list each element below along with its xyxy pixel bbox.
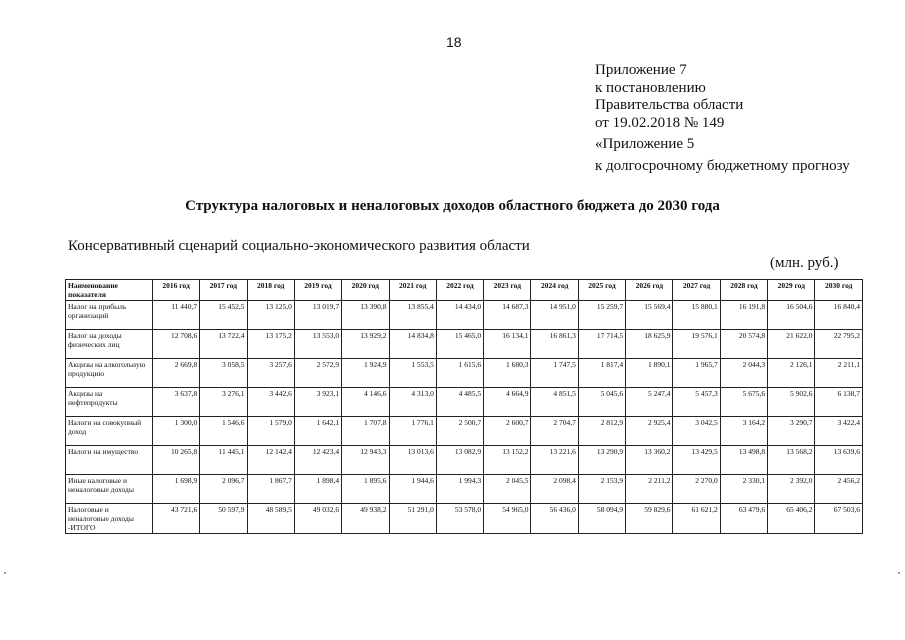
value-cell: 1 300,0 [152, 417, 199, 446]
row-label: Акцизы на нефтепродукты [66, 388, 153, 417]
value-cell: 1 642,1 [294, 417, 341, 446]
value-cell: 14 834,8 [389, 330, 436, 359]
column-header-year: 2018 год [247, 280, 294, 301]
value-cell: 4 485,5 [436, 388, 483, 417]
column-header-name: Наименование показателя [66, 280, 153, 301]
value-cell: 65 406,2 [768, 504, 815, 534]
value-cell: 17 714,5 [578, 330, 625, 359]
value-cell: 49 032,6 [294, 504, 341, 534]
value-cell: 4 146,6 [342, 388, 389, 417]
value-cell: 16 134,1 [484, 330, 531, 359]
value-cell: 3 058,5 [200, 359, 247, 388]
value-cell: 1 965,7 [673, 359, 720, 388]
value-cell: 3 637,8 [152, 388, 199, 417]
value-cell: 43 721,6 [152, 504, 199, 534]
value-cell: 14 434,0 [436, 301, 483, 330]
value-cell: 3 257,6 [247, 359, 294, 388]
row-label: Налоги на совокупный доход [66, 417, 153, 446]
table-row [66, 417, 863, 446]
value-cell: 3 164,2 [720, 417, 767, 446]
value-cell: 13 722,4 [200, 330, 247, 359]
value-cell: 56 436,0 [531, 504, 578, 534]
value-cell: 15 880,1 [673, 301, 720, 330]
value-cell: 1 944,6 [389, 475, 436, 504]
value-cell: 5 045,6 [578, 388, 625, 417]
value-cell: 2 096,7 [200, 475, 247, 504]
value-cell: 16 191,8 [720, 301, 767, 330]
value-cell: 13 125,0 [247, 301, 294, 330]
appendix-line-4: от 19.02.2018 № 149 [595, 114, 725, 131]
value-cell: 63 479,6 [720, 504, 767, 534]
value-cell: 1 747,5 [531, 359, 578, 388]
column-header-year: 2023 год [484, 280, 531, 301]
value-cell: 1 867,7 [247, 475, 294, 504]
revenue-table [65, 279, 863, 534]
appendix-line-5: «Приложение 5 [595, 136, 695, 152]
value-cell: 15 452,5 [200, 301, 247, 330]
column-header-year: 2030 год [815, 280, 863, 301]
value-cell: 48 589,5 [247, 504, 294, 534]
value-cell: 59 829,6 [626, 504, 673, 534]
value-cell: 14 687,3 [484, 301, 531, 330]
value-cell: 2 669,8 [152, 359, 199, 388]
value-cell: 13 429,5 [673, 446, 720, 475]
scan-mark-right [898, 572, 900, 574]
row-label: Акцизы на алкогольную продукцию [66, 359, 153, 388]
value-cell: 51 291,0 [389, 504, 436, 534]
value-cell: 1 546,6 [200, 417, 247, 446]
table-row [66, 446, 863, 475]
value-cell: 5 902,6 [768, 388, 815, 417]
value-cell: 3 422,4 [815, 417, 863, 446]
row-label: Налоги на имущество [66, 446, 153, 475]
value-cell: 2 600,7 [484, 417, 531, 446]
value-cell: 6 138,7 [815, 388, 863, 417]
appendix-line-2: к постановлению [595, 79, 706, 96]
value-cell: 22 795,2 [815, 330, 863, 359]
value-cell: 13 855,4 [389, 301, 436, 330]
value-cell: 5 247,4 [626, 388, 673, 417]
appendix-line-3: Правительства области [595, 97, 744, 113]
scan-mark-left [4, 572, 6, 574]
value-cell: 2 500,7 [436, 417, 483, 446]
value-cell: 4 851,5 [531, 388, 578, 417]
value-cell: 1 924,9 [342, 359, 389, 388]
value-cell: 5 457,3 [673, 388, 720, 417]
value-cell: 2 211,2 [626, 475, 673, 504]
value-cell: 1 707,8 [342, 417, 389, 446]
column-header-year: 2025 год [578, 280, 625, 301]
value-cell: 15 569,4 [626, 301, 673, 330]
value-cell: 4 664,9 [484, 388, 531, 417]
table-row [66, 359, 863, 388]
column-header-year: 2024 год [531, 280, 578, 301]
value-cell: 13 553,0 [294, 330, 341, 359]
value-cell: 4 313,0 [389, 388, 436, 417]
value-cell: 13 175,2 [247, 330, 294, 359]
column-header-year: 2027 год [673, 280, 720, 301]
scenario-subtitle: Консервативный сценарий социально-экономического развития области [68, 238, 530, 254]
table-body [66, 301, 863, 534]
row-label: Иные налоговые и неналоговые доходы [66, 475, 153, 504]
value-cell: 2 270,0 [673, 475, 720, 504]
value-cell: 13 221,6 [531, 446, 578, 475]
table-header-row [66, 280, 863, 301]
value-cell: 1 698,9 [152, 475, 199, 504]
value-cell: 13 929,2 [342, 330, 389, 359]
value-cell: 1 776,1 [389, 417, 436, 446]
row-label: Налог на прибыль организаций [66, 301, 153, 330]
value-cell: 11 445,1 [200, 446, 247, 475]
value-cell: 50 597,9 [200, 504, 247, 534]
appendix-line-6: к долгосрочному бюджетному прогнозу [595, 157, 850, 174]
column-header-year: 2028 год [720, 280, 767, 301]
appendix-line-1: Приложение 7 [595, 62, 687, 78]
value-cell: 13 019,7 [294, 301, 341, 330]
value-cell: 5 675,6 [720, 388, 767, 417]
table-row [66, 388, 863, 417]
value-cell: 13 152,2 [484, 446, 531, 475]
value-cell: 2 704,7 [531, 417, 578, 446]
value-cell: 3 276,1 [200, 388, 247, 417]
column-header-year: 2021 год [389, 280, 436, 301]
value-cell: 2 925,4 [626, 417, 673, 446]
value-cell: 13 390,8 [342, 301, 389, 330]
column-header-year: 2016 год [152, 280, 199, 301]
value-cell: 1 898,4 [294, 475, 341, 504]
value-cell: 13 082,9 [436, 446, 483, 475]
value-cell: 2 330,1 [720, 475, 767, 504]
value-cell: 15 259,7 [578, 301, 625, 330]
value-cell: 49 938,2 [342, 504, 389, 534]
column-header-year: 2019 год [294, 280, 341, 301]
value-cell: 3 290,7 [768, 417, 815, 446]
value-cell: 13 290,9 [578, 446, 625, 475]
value-cell: 2 812,9 [578, 417, 625, 446]
value-cell: 19 576,1 [673, 330, 720, 359]
value-cell: 3 442,6 [247, 388, 294, 417]
value-cell: 1 895,6 [342, 475, 389, 504]
value-cell: 1 817,4 [578, 359, 625, 388]
value-cell: 12 943,3 [342, 446, 389, 475]
value-cell: 67 503,6 [815, 504, 863, 534]
value-cell: 10 265,8 [152, 446, 199, 475]
column-header-year: 2026 год [626, 280, 673, 301]
value-cell: 61 621,2 [673, 504, 720, 534]
value-cell: 13 498,8 [720, 446, 767, 475]
value-cell: 1 615,6 [436, 359, 483, 388]
value-cell: 1 579,0 [247, 417, 294, 446]
value-cell: 14 951,0 [531, 301, 578, 330]
value-cell: 13 639,6 [815, 446, 863, 475]
value-cell: 12 423,4 [294, 446, 341, 475]
value-cell: 13 013,6 [389, 446, 436, 475]
row-label: Налог на доходы физических лиц [66, 330, 153, 359]
column-header-year: 2029 год [768, 280, 815, 301]
value-cell: 54 965,0 [484, 504, 531, 534]
value-cell: 12 708,6 [152, 330, 199, 359]
value-cell: 13 360,2 [626, 446, 673, 475]
value-cell: 13 568,2 [768, 446, 815, 475]
table-row [66, 504, 863, 534]
value-cell: 2 045,5 [484, 475, 531, 504]
value-cell: 15 465,0 [436, 330, 483, 359]
units-label: (млн. руб.) [770, 255, 839, 271]
value-cell: 53 578,0 [436, 504, 483, 534]
column-header-year: 2020 год [342, 280, 389, 301]
value-cell: 21 622,0 [768, 330, 815, 359]
value-cell: 2 456,2 [815, 475, 863, 504]
value-cell: 16 504,6 [768, 301, 815, 330]
table-row [66, 475, 863, 504]
value-cell: 18 625,9 [626, 330, 673, 359]
column-header-year: 2022 год [436, 280, 483, 301]
column-header-year: 2017 год [200, 280, 247, 301]
table-row [66, 330, 863, 359]
value-cell: 58 094,9 [578, 504, 625, 534]
value-cell: 2 098,4 [531, 475, 578, 504]
table-row [66, 301, 863, 330]
appendix-block [595, 62, 850, 175]
value-cell: 3 923,1 [294, 388, 341, 417]
value-cell: 11 440,7 [152, 301, 199, 330]
value-cell: 1 553,5 [389, 359, 436, 388]
value-cell: 2 392,0 [768, 475, 815, 504]
value-cell: 12 142,4 [247, 446, 294, 475]
value-cell: 20 574,8 [720, 330, 767, 359]
page-number: 18 [446, 34, 462, 50]
value-cell: 1 680,3 [484, 359, 531, 388]
value-cell: 1 994,3 [436, 475, 483, 504]
value-cell: 2 126,1 [768, 359, 815, 388]
row-label: Налоговые и неналоговые доходы -ИТОГО [66, 504, 153, 534]
value-cell: 3 042,5 [673, 417, 720, 446]
value-cell: 2 572,9 [294, 359, 341, 388]
value-cell: 2 044,3 [720, 359, 767, 388]
value-cell: 2 211,1 [815, 359, 863, 388]
value-cell: 1 890,1 [626, 359, 673, 388]
value-cell: 16 861,3 [531, 330, 578, 359]
value-cell: 16 840,4 [815, 301, 863, 330]
document-title: Структура налоговых и неналоговых доходов областного бюджета до 2030 года [185, 198, 720, 214]
value-cell: 2 153,9 [578, 475, 625, 504]
